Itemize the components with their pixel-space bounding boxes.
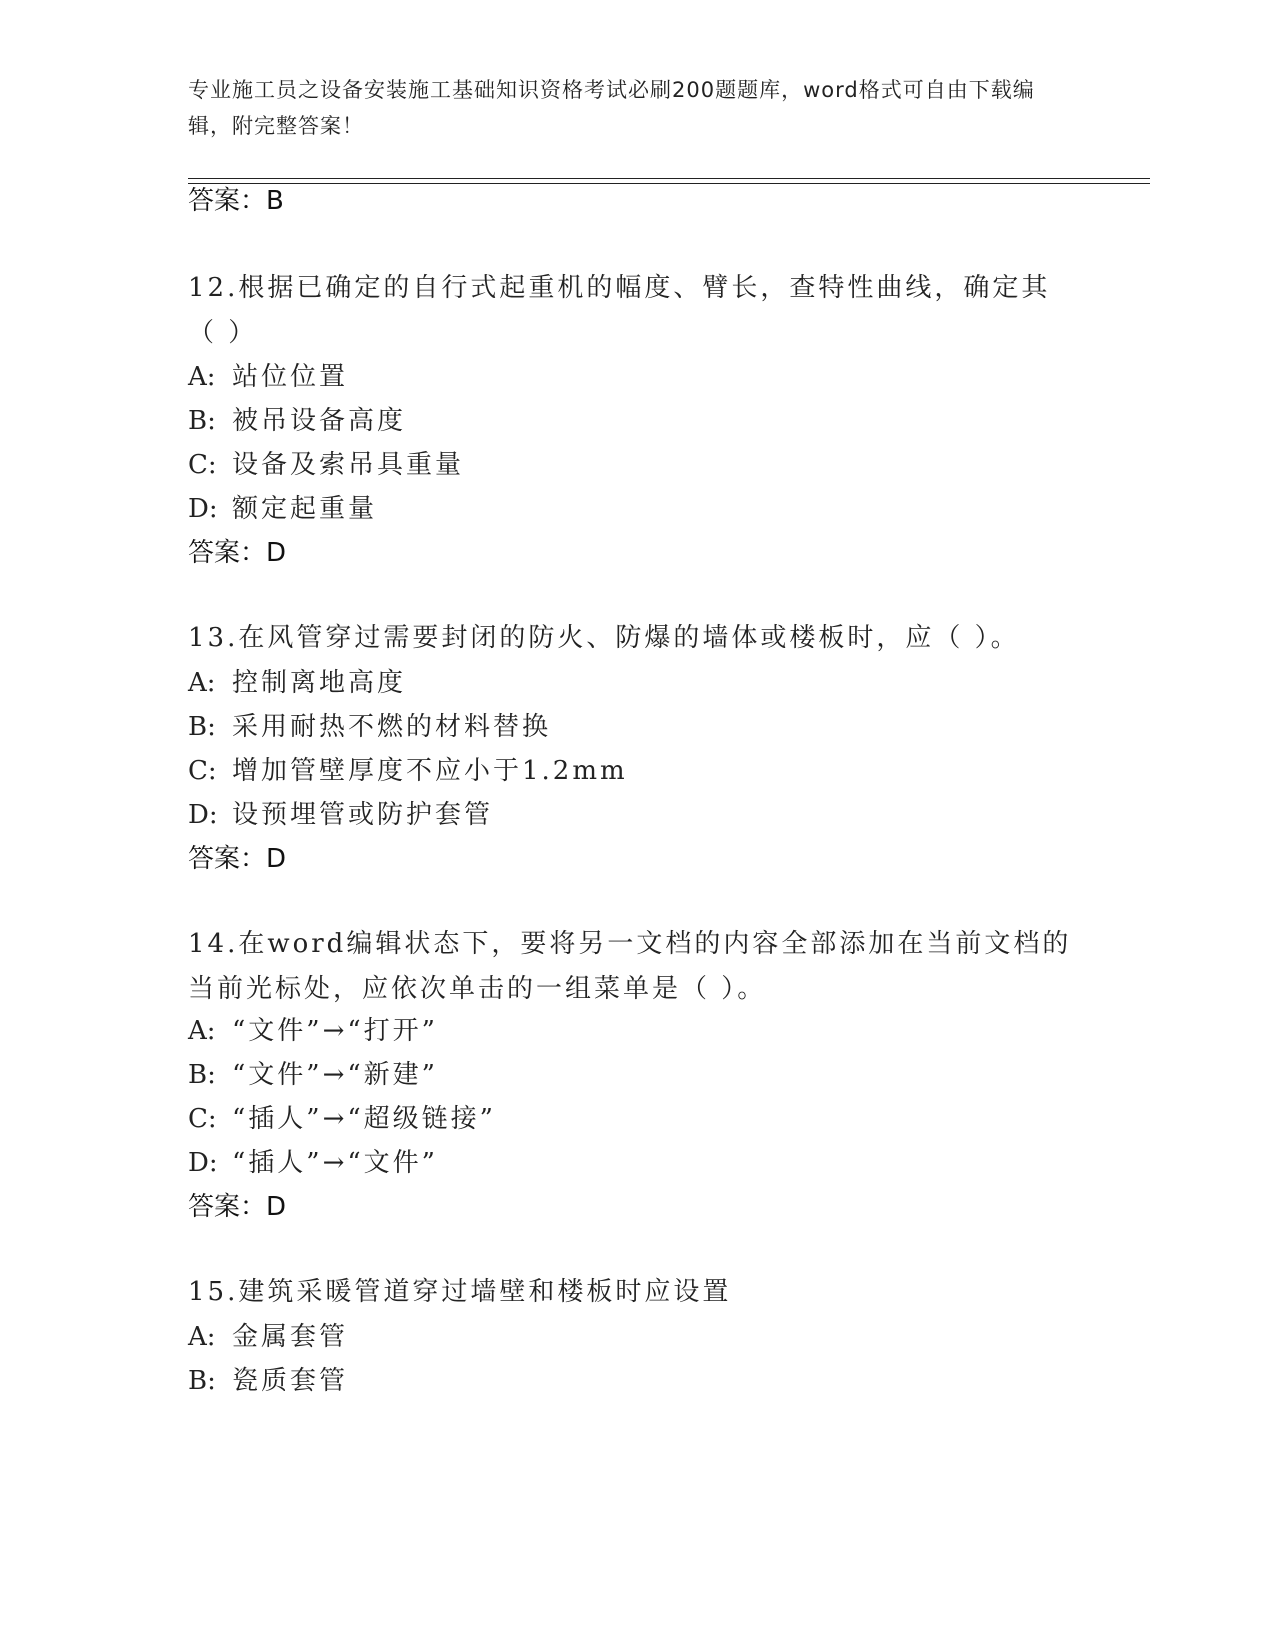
option-letter: A: — [188, 362, 216, 392]
option-text: “插人”→“超级链接” — [232, 1104, 496, 1134]
option-text: 控制离地高度 — [232, 668, 407, 698]
answer-11: 答案：B — [188, 186, 284, 216]
option-letter: B: — [188, 712, 216, 742]
answer-14: 答案：D — [188, 1192, 287, 1222]
option-letter: B: — [188, 406, 216, 436]
option-text: “插人”→“文件” — [232, 1148, 438, 1178]
option-text: “文件”→“新建” — [232, 1060, 438, 1090]
option-letter: D: — [188, 1148, 218, 1178]
answer-13: 答案：D — [188, 844, 287, 874]
option-text: “文件”→“打开” — [232, 1016, 438, 1046]
header-divider-bottom — [188, 183, 1150, 184]
question-13-text: 13.在风管穿过需要封闭的防火、防爆的墙体或楼板时，应（ ）。 — [188, 623, 1020, 653]
option-letter: B: — [188, 1366, 216, 1396]
question-12-option-a — [188, 362, 348, 392]
question-13-option-c — [188, 756, 628, 786]
option-text: 站位位置 — [232, 362, 349, 392]
option-text: 额定起重量 — [232, 494, 378, 524]
question-15-option-a — [188, 1322, 348, 1352]
option-text: 被吊设备高度 — [232, 406, 407, 436]
question-14-option-a — [188, 1016, 438, 1046]
question-12-option-b — [188, 406, 406, 436]
option-text: 设备及索吊具重量 — [232, 450, 465, 480]
question-13-option-a — [188, 668, 406, 698]
option-text: 金属套管 — [232, 1322, 349, 1352]
question-12-option-c — [188, 450, 464, 480]
question-14-option-b — [188, 1060, 438, 1090]
question-15-option-b — [188, 1366, 348, 1396]
option-letter: C: — [188, 756, 217, 786]
question-14-option-d — [188, 1148, 438, 1178]
option-letter: A: — [188, 1016, 216, 1046]
question-12-option-d — [188, 494, 377, 524]
question-14-option-c — [188, 1104, 496, 1134]
option-letter: B: — [188, 1060, 216, 1090]
option-letter: C: — [188, 450, 217, 480]
question-13-option-d — [188, 800, 493, 830]
option-letter: A: — [188, 1322, 216, 1352]
header-divider-top — [188, 178, 1150, 179]
option-text: 增加管壁厚度不应小于1.2mm — [232, 756, 628, 786]
option-letter: D: — [188, 494, 218, 524]
question-14-text: 14.在word编辑状态下，要将另一文档的内容全部添加在当前文档的当前光标处，应依次单击的一组菜单是（ ）。 — [188, 929, 1072, 1004]
option-letter: A: — [188, 668, 216, 698]
question-13-option-b — [188, 712, 551, 742]
question-15-text: 15.建筑采暖管道穿过墙壁和楼板时应设置 — [188, 1277, 732, 1307]
option-text: 采用耐热不燃的材料替换 — [232, 712, 552, 742]
answer-12: 答案：D — [188, 538, 287, 568]
option-letter: D: — [188, 800, 218, 830]
question-12-text: 12.根据已确定的自行式起重机的幅度、臂长，查特性曲线，确定其（ ） — [188, 273, 1051, 348]
option-letter: C: — [188, 1104, 217, 1134]
document-header: 专业施工员之设备安装施工基础知识资格考试必刷200题题库，word格式可自由下载编辑，附完整答案！ — [188, 78, 1035, 138]
option-text: 瓷质套管 — [232, 1366, 349, 1396]
option-text: 设预埋管或防护套管 — [232, 800, 494, 830]
